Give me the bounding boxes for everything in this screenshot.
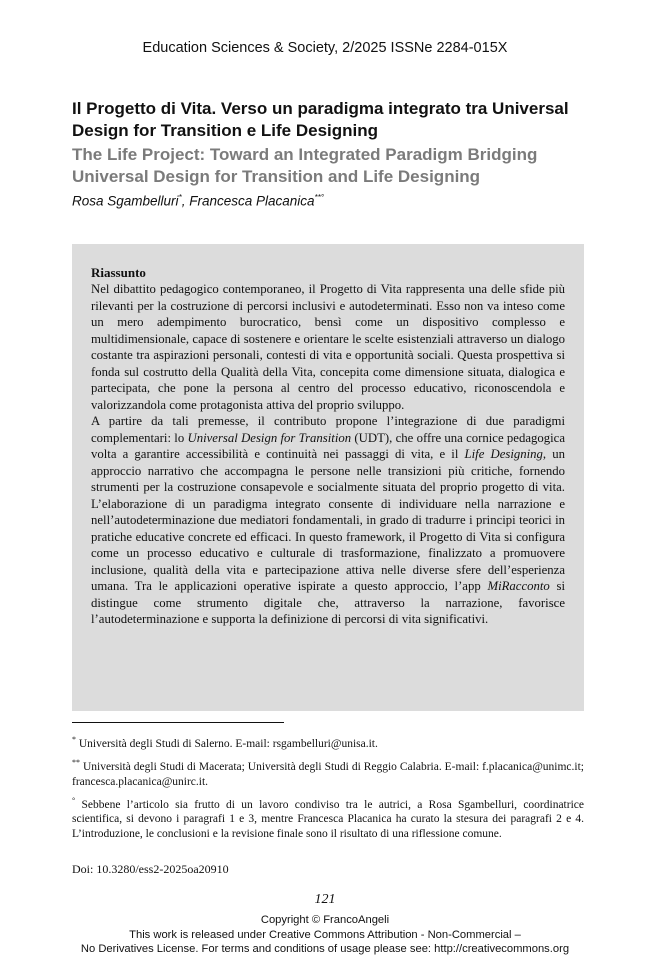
footnote-text: Università degli Studi di Salerno. E-mail: rsgambelluri@unisa.it. xyxy=(76,737,378,750)
abstract-text: , un approccio narrativo che accompagna le persone nelle transizioni più critiche, fornendo strumenti per la costruzione consapevole e socialmente situata del proprio progetto di vita. L’elaborazione di un paradigma integrato consente di individuare nella narrazione e nell’autodeterminazione due mediatori fondamentali, in grado di tradurre i principi teorici in pratiche educative concrete ed efficaci. In questo framework, il Progetto di Vita si configura come un processo educativo e culturale di trasformazione, finalizzato a promuovere inclusione, qualità della vita e partecipazione attiva nelle diverse sfere dell’esperienza umana. Tra le applicazioni operative ispirate a questo approccio, l’app xyxy=(91,447,565,593)
license-line: No Derivatives License. For terms and conditions of usage please see: http://creativecommons.org xyxy=(80,943,570,955)
footnote xyxy=(72,793,584,843)
footnote-text: Università degli Studi di Macerata; Università degli Studi di Reggio Calabria. E-mail: f.placanica@unimc.it; francesca.placanica@unirc.it. xyxy=(72,760,584,788)
author-mark: **° xyxy=(314,193,324,202)
footnote-mark: * xyxy=(72,735,76,744)
footnote xyxy=(72,732,584,752)
english-title: The Life Project: Toward an Integrated Paradigm Bridging Universal Design for Transition and Life Designing xyxy=(72,145,538,186)
abstract-text: A partire da tali premesse, il contributo propone l’integrazione di due paradigmi complementari: lo xyxy=(91,414,565,445)
author-separator: , xyxy=(181,193,190,209)
abstract-text: (UDT), che offre una cornice pedagogica volta a garantire accessibilità e continuità nei passaggi di vita, e il xyxy=(91,430,565,461)
footnote-mark: ** xyxy=(72,757,80,767)
license-line: This work is released under Creative Commons Attribution - Non-Commercial – xyxy=(129,928,521,941)
abstract-heading: Riassunto xyxy=(91,265,146,280)
license-notice xyxy=(0,913,650,957)
page-number: 121 xyxy=(314,892,336,907)
footnote-divider xyxy=(72,722,284,723)
doi: Doi: 10.3280/ess2-2025oa20910 xyxy=(72,862,229,876)
abstract-box xyxy=(72,244,584,711)
footnote-text: Sebbene l’articolo sia frutto di un lavoro condiviso tra le autrici, a Rosa Sgambelluri, coordinatrice scientifica, si devono i paragrafi 1 e 3, mentre Francesca Placanica ha curato la stesura dei paragrafi 2 e 4. L’introduzione, le conclusioni e la revisione finale sono il risultato di una riflessione comune. xyxy=(72,798,584,841)
author-mark: * xyxy=(178,193,182,202)
abstract-paragraph xyxy=(91,413,565,628)
footnote xyxy=(72,755,584,790)
title-block xyxy=(72,98,588,211)
author-line xyxy=(72,189,588,211)
footnotes xyxy=(72,732,584,845)
app-name: MiRacconto xyxy=(487,579,550,593)
journal-header: Education Sciences & Society, 2/2025 ISSNe 2284-015X xyxy=(142,40,508,56)
abstract-content xyxy=(91,264,565,628)
author-name: Francesca Placanica xyxy=(189,193,315,209)
author-name: Rosa Sgambelluri xyxy=(72,193,179,209)
copyright-line: Copyright © FrancoAngeli xyxy=(260,914,390,926)
udt-term: Universal Design for Transition xyxy=(187,430,352,445)
footnote-mark: ° xyxy=(72,795,76,805)
abstract-paragraph: Nel dibattito pedagogico contemporaneo, il Progetto di Vita rappresenta una delle sfide più rilevanti per la costruzione di percorsi inclusivi e autodeterminati. Esso non va inteso come un mero adempimento burocratico, bensì come un dispositivo complesso e multidimensionale, capace di sostenere e orientare le scelte esistenziali attraverso un dialogo costante tra aspirazioni personali, contesti di vita e opportunità sociali. Questa prospettiva si fonda sul costrutto della Qualità della Vita, concepita come dimensione situata, dialogica e partecipata, che pone la persona al centro del processo educativo, riconoscendola e valorizzandola come protagonista attiva del proprio sviluppo. xyxy=(91,282,565,412)
italian-title: Il Progetto di Vita. Verso un paradigma integrato tra Universal Design for Transition e Life Designing xyxy=(72,99,569,140)
abstract-text: si distingue come strumento digitale che, attraverso la narrazione, favorisce l’autodeterminazione e supporta la definizione di percorsi di vita significativi. xyxy=(91,579,565,626)
life-designing-term: Life Designing xyxy=(464,447,543,461)
